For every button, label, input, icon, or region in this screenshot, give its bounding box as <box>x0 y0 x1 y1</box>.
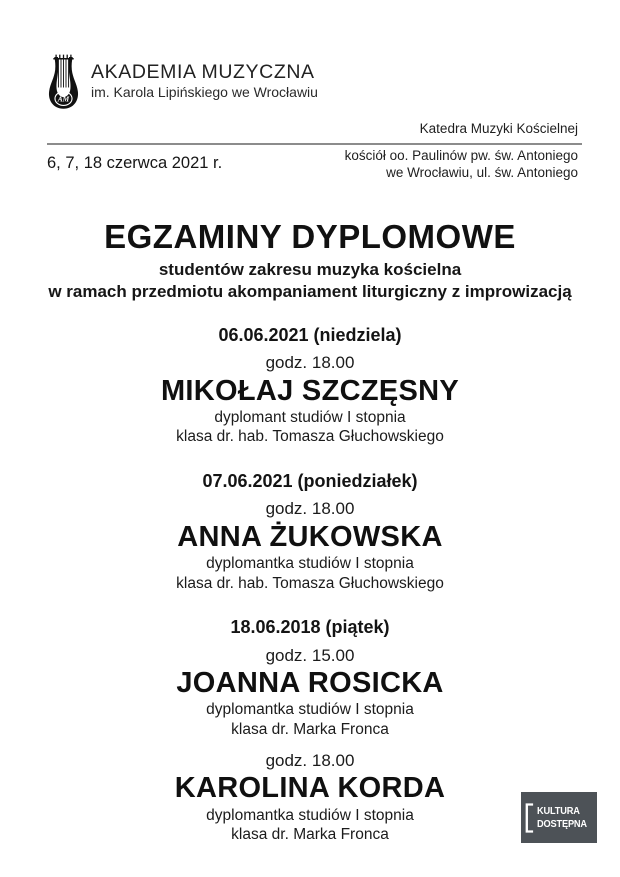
student-degree: dyplomantka studiów I stopnia <box>206 555 414 573</box>
poster-subtitle-2: w ramach przedmiotu akompaniament liturgiczny z improwizacją <box>48 281 572 301</box>
venue-line-1: kościół oo. Paulinów pw. św. Antoniego <box>344 147 578 163</box>
header-divider <box>47 143 582 145</box>
exam-time: godz. 18.00 <box>265 353 355 373</box>
student-name: JOANNA ROSICKA <box>176 666 444 699</box>
student-class: klasa dr. hab. Tomasza Głuchowskiego <box>176 428 444 446</box>
academy-header <box>0 52 620 110</box>
academy-subtitle: im. Karola Lipińskiego we Wrocławiu <box>91 84 318 101</box>
dostepna-line: DOSTĘPNA <box>536 817 587 830</box>
student-degree: dyplomantka studiów I stopnia <box>206 701 414 719</box>
venue-line-2: we Wrocławiu, ul. św. Antoniego <box>386 165 578 181</box>
day-3-date: 18.06.2018 (piątek) <box>230 616 390 637</box>
student-name: KAROLINA KORDA <box>174 772 446 805</box>
venue-block <box>345 147 578 182</box>
exam-entry <box>0 353 620 446</box>
poster-subtitle-1: studentów zakresu muzyka kościelna <box>158 259 462 279</box>
bracket-icon <box>525 802 534 834</box>
student-class: klasa dr. Marka Fronca <box>231 720 389 738</box>
student-degree: dyplomantka studiów I stopnia <box>206 806 414 824</box>
exam-dates-line: 6, 7, 18 czerwca 2021 r. <box>47 153 223 172</box>
student-degree: dyplomant studiów I stopnia <box>214 409 406 427</box>
exam-time: godz. 18.00 <box>265 751 355 770</box>
lyre-logo-icon <box>45 52 82 110</box>
day-2-date: 07.06.2021 (poniedziałek) <box>202 470 418 491</box>
student-class: klasa dr. Marka Fronca <box>231 826 389 844</box>
kultura-dostepna-logo <box>521 792 597 843</box>
kultura-dostepna-text <box>537 805 594 829</box>
exam-time: godz. 15.00 <box>265 645 355 665</box>
lyre-monogram: AM <box>57 94 70 104</box>
kultura-line: KULTURA <box>536 805 580 818</box>
schedule-day-1 <box>0 325 620 447</box>
day-1-date: 06.06.2021 (niedziela) <box>218 324 402 345</box>
schedule-day-2 <box>0 471 620 593</box>
exam-time: godz. 18.00 <box>265 499 355 519</box>
academy-name: AKADEMIA MUZYCZNA <box>91 60 315 83</box>
student-name: ANNA ŻUKOWSKA <box>177 520 443 553</box>
meta-row <box>0 147 620 182</box>
exam-entry <box>0 499 620 592</box>
academy-text <box>91 61 318 101</box>
student-name: MIKOŁAJ SZCZĘSNY <box>160 374 460 407</box>
department-name: Katedra Muzyki Kościelnej <box>419 121 578 136</box>
exam-entry <box>0 646 620 739</box>
student-class: klasa dr. hab. Tomasza Głuchowskiego <box>176 574 444 592</box>
poster-title: EGZAMINY DYPLOMOWE <box>104 217 516 255</box>
